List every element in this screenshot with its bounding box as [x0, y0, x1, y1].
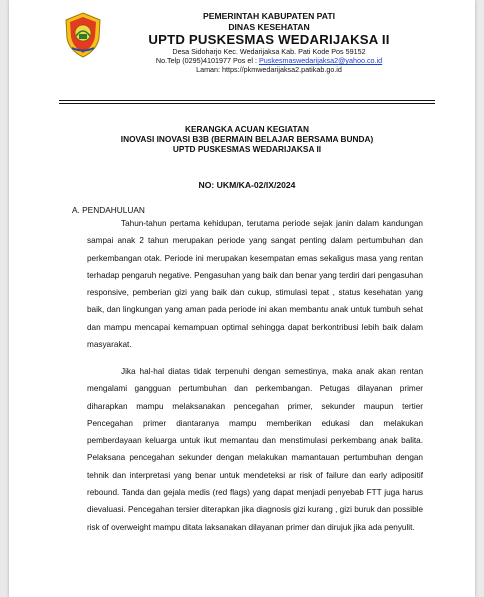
document-number: NO: UKM/KA-02/IX/2024 [198, 180, 296, 190]
letterhead [104, 11, 434, 74]
kabupaten-pati-emblem-icon [64, 12, 102, 58]
email-link[interactable]: Puskesmaswedarijaksa2@yahoo.co.id [258, 56, 383, 65]
letterhead-rule-thin [59, 103, 435, 104]
paragraph-1-text: Tahun-tahun pertama kehidupan, terutama periode sejak janin dalam kandungan sampai anak 2 tahun merupakan periode yang sangat penting dalam pertumbuhan dan perkembangan otak. Periode ini merupakan kesempatan emas sekaligus masa yang rentan terhadap pengaruh negative. Pengasuhan yang baik dan benar yang terdiri dari pengasuhan responsive, pemberian gizi yang baik dan cukup, stimulasi tepat , status kesehatan yang baik, dan lingkungan yang aman pada periode ini akan membantu anak untuk tumbuh sehat dan mampu mencapai kemampuan optimal sehingga dapat berkontribusi lebih baik dalam masyarakat. [87, 219, 423, 350]
letterhead-address: Desa Sidoharjo Kec. Wedarijaksa Kab. Pati Kode Pos 59152 [172, 47, 366, 56]
document-title [49, 124, 445, 154]
paragraph-1 [87, 215, 423, 353]
letterhead-rule-thick [59, 100, 435, 101]
paragraph-2-text: Jika hal-hal diatas tidak terpenuhi dengan semestinya, maka anak akan rentan mengalami gangguan pertumbuhan dan perkembangan. Petugas dilayanan primer diharapkan mampu melaksanakan pencegahan primer, sekunder maupun tertier Pencegahan primer diantaranya mampu memberikan edukasi dan melakukan pemberdayaan keluarga untuk ikut memantau dan menstimulasi perkembang anak balita. Pelaksana pencegahan sekunder dengan melakukan mamantauan pertumbuhan dengan tehnik dan interpretasi yang benar untuk mendeteksi ar risk of failure dan early adipositif rebound. Tanda dan gejala medis (red flags) yang dapat menjadi penyebab FTT juga harus dievaluasi. Pencegahan tersier diterapkan jika diagnosis gizi kurang , gizi buruk dan possible risk of overweight mampu ditata laksanakan dilayanan primer dan dirujuk jika ada penyulit. [87, 367, 423, 532]
section-heading: A. PENDAHULUAN [72, 205, 145, 215]
title-line-1: KERANGKA ACUAN KEGIATAN [185, 124, 309, 134]
title-line-3: UPTD PUSKESMAS WEDARIJAKSA II [172, 144, 322, 154]
title-line-2: INOVASI INOVASI B3B (BERMAIN BELAJAR BERSAMA BUNDA) [120, 134, 374, 144]
telephone-text: No.Telp (0295)4101977 Pos el : [155, 56, 257, 65]
letterhead-government: PEMERINTAH KABUPATEN PATI [203, 11, 335, 21]
letterhead-dinas: DINAS KESEHATAN [228, 22, 310, 32]
paragraph-2 [87, 363, 423, 536]
document-page [9, 0, 475, 597]
letterhead-website: Laman: https://pkmwedarijaksa2.patikab.go.id [196, 65, 342, 74]
letterhead-contact [104, 56, 434, 65]
letterhead-unit: UPTD PUSKESMAS WEDARIJAKSA II [148, 32, 390, 47]
